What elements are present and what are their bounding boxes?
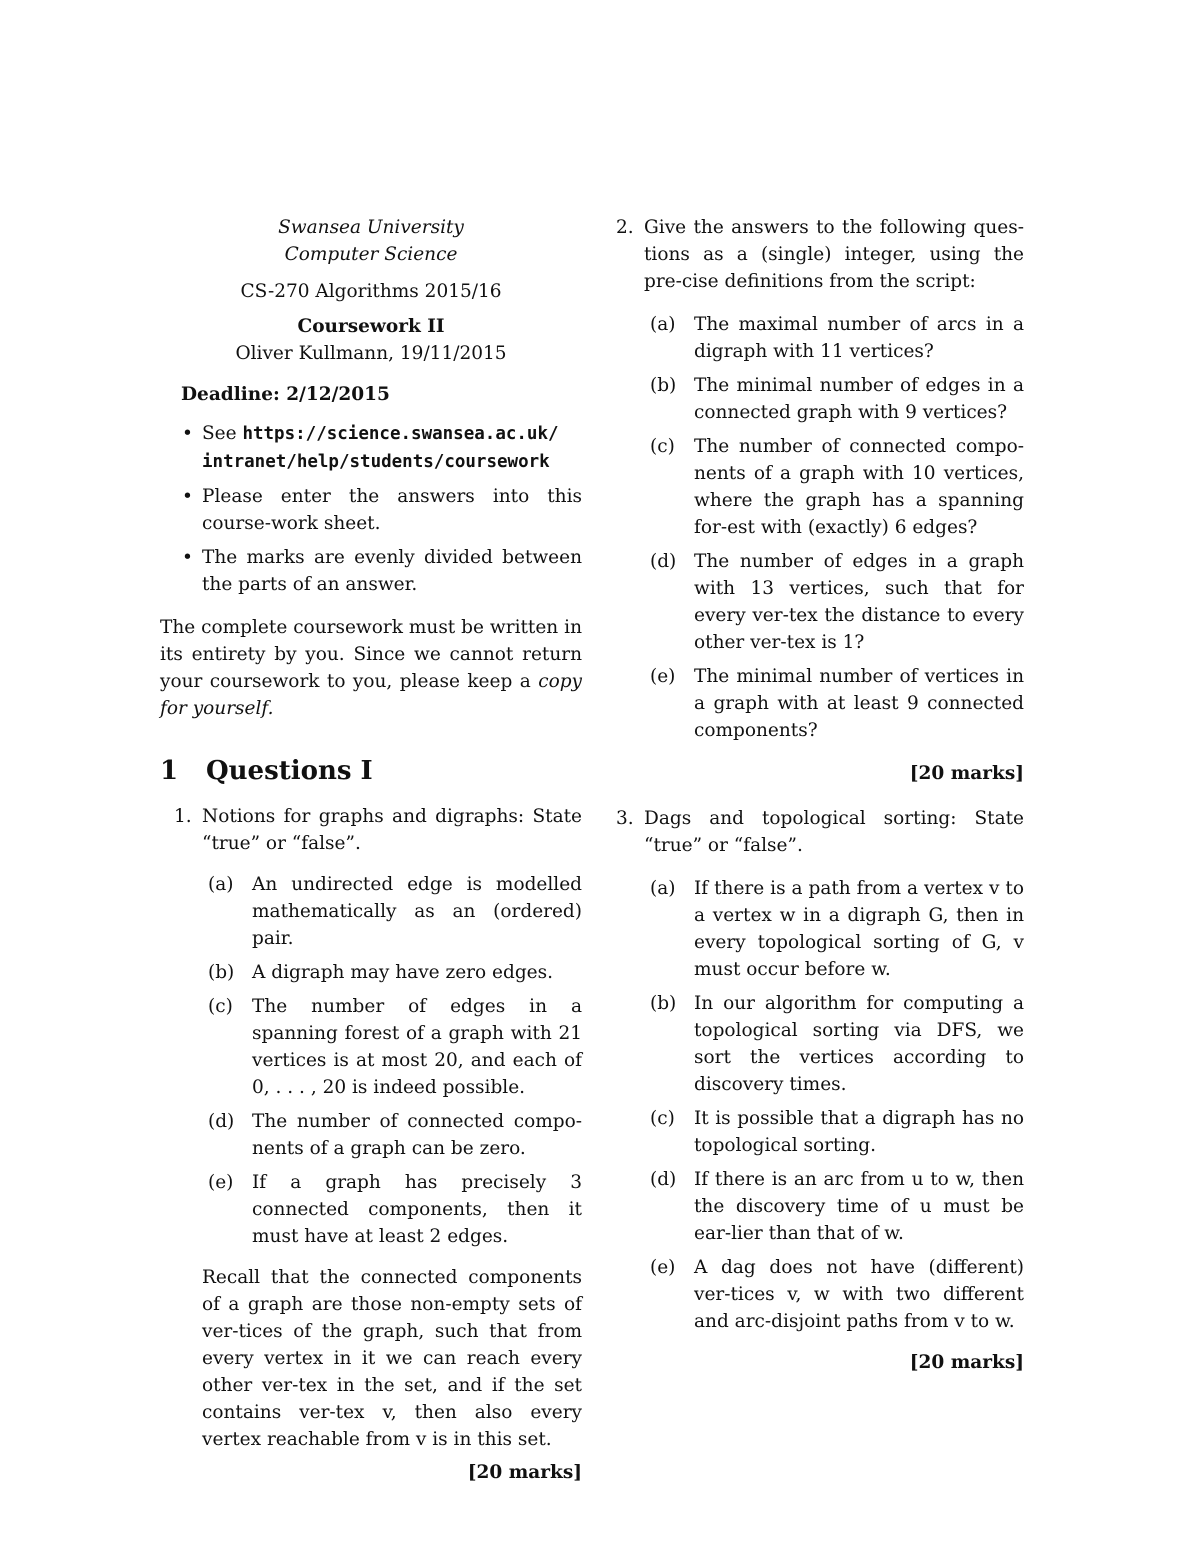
section-heading bbox=[160, 755, 582, 787]
url-line-2[interactable]: intranet/help/students/coursework bbox=[202, 452, 550, 472]
bullet-prefix: See bbox=[202, 423, 243, 444]
question-3 bbox=[616, 805, 1024, 1376]
bullet-icon: • bbox=[182, 547, 193, 568]
item-label: (a) bbox=[208, 874, 234, 895]
q1-item-a bbox=[208, 871, 582, 952]
q3-item-a bbox=[650, 875, 1024, 983]
bullet-marks-divided bbox=[160, 544, 582, 598]
url-line-1[interactable]: https://science.swansea.ac.uk/ bbox=[242, 424, 559, 444]
question-1 bbox=[160, 803, 582, 1486]
question-2-marks: [20 marks] bbox=[909, 763, 1024, 784]
q2-item-e bbox=[650, 663, 1024, 744]
q2-item-d bbox=[650, 548, 1024, 656]
intro-emphasis: copy for yourself. bbox=[160, 671, 582, 719]
q2-item-a bbox=[650, 311, 1024, 365]
department-name: Computer Science bbox=[284, 244, 458, 265]
item-text: The number of connected compo-nents of a graph with 10 vertices, where the graph has a spanning for-est with (exactly) 6 edges? bbox=[694, 436, 1024, 538]
coursework-title: Coursework II bbox=[297, 316, 445, 337]
q1-item-e bbox=[208, 1169, 582, 1250]
question-3-items bbox=[644, 875, 1024, 1335]
course-title: CS-270 Algorithms 2015/16 bbox=[240, 281, 502, 302]
left-column bbox=[160, 214, 582, 1486]
bullet-text: The marks are evenly divided between the parts of an answer. bbox=[202, 547, 582, 595]
item-label: (d) bbox=[650, 1169, 677, 1190]
item-label: (c) bbox=[208, 996, 233, 1017]
question-2 bbox=[616, 214, 1024, 787]
q3-item-b bbox=[650, 990, 1024, 1098]
item-text: If there is an arc from u to w, then the discovery time of u must be ear-lier than that of w. bbox=[694, 1169, 1024, 1244]
item-label: (a) bbox=[650, 878, 676, 899]
q2-item-c bbox=[650, 433, 1024, 541]
right-column bbox=[616, 214, 1024, 1376]
item-text: A dag does not have (different) ver-tices v, w with two different and arc-disjoint paths from v to w. bbox=[694, 1257, 1024, 1332]
q3-item-d bbox=[650, 1166, 1024, 1247]
item-text: The minimal number of vertices in a graph with at least 9 connected components? bbox=[694, 666, 1024, 741]
item-text: An undirected edge is modelled mathematically as an (ordered) pair. bbox=[252, 874, 582, 949]
item-label: (c) bbox=[650, 436, 675, 457]
q1-item-b bbox=[208, 959, 582, 986]
bullet-icon: • bbox=[182, 486, 193, 507]
section-title: Questions I bbox=[206, 756, 373, 786]
section-number: 1 bbox=[160, 756, 179, 786]
question-text: Dags and topological sorting: State “true” or “false”. bbox=[644, 808, 1024, 856]
item-label: (d) bbox=[650, 551, 677, 572]
question-number: 1. bbox=[174, 806, 192, 827]
item-label: (e) bbox=[208, 1172, 234, 1193]
q3-item-c bbox=[650, 1105, 1024, 1159]
item-text: The maximal number of arcs in a digraph with 11 vertices? bbox=[694, 314, 1024, 362]
bullet-enter-answers bbox=[160, 483, 582, 537]
bullet-text: Please enter the answers into this course-work sheet. bbox=[202, 486, 582, 534]
deadline: Deadline: 2/12/2015 bbox=[181, 384, 390, 405]
item-label: (a) bbox=[650, 314, 676, 335]
item-text: If there is a path from a vertex v to a vertex w in a digraph G, then in every topological sorting of G, v must occur before w. bbox=[694, 878, 1024, 980]
university-name: Swansea University bbox=[278, 217, 464, 238]
question-1-items bbox=[202, 871, 582, 1250]
q1-item-c bbox=[208, 993, 582, 1101]
intro-paragraph bbox=[160, 614, 582, 722]
item-text: The number of edges in a spanning forest of a graph with 21 vertices is at most 20, and each of 0, . . . , 20 is indeed possible. bbox=[252, 996, 582, 1098]
author-date: Oliver Kullmann, 19/11/2015 bbox=[235, 343, 507, 364]
question-text: Give the answers to the following ques-tions as a (single) integer, using the pre-cise definitions from the script: bbox=[644, 217, 1024, 292]
q3-item-e bbox=[650, 1254, 1024, 1335]
question-3-marks: [20 marks] bbox=[909, 1352, 1024, 1373]
item-label: (e) bbox=[650, 666, 676, 687]
recall-paragraph: Recall that the connected components of a graph are those non-empty sets of ver-tices of the graph, such that from every vertex in it we can reach every other ver-tex in the set, and if the set contains ver-tex v, then also every vertex reachable from v is in this set. bbox=[202, 1267, 582, 1450]
item-label: (b) bbox=[650, 993, 677, 1014]
item-text: The number of edges in a graph with 13 vertices, such that for every ver-tex the distance to every other ver-tex is 1? bbox=[694, 551, 1024, 653]
intro-text: The complete coursework must be written in its entirety by you. Since we cannot return your coursework to you, please keep a bbox=[160, 617, 582, 692]
item-label: (d) bbox=[208, 1111, 235, 1132]
question-1-marks: [20 marks] bbox=[467, 1462, 582, 1483]
bullet-see-url bbox=[160, 420, 582, 476]
item-text: The number of connected compo-nents of a graph can be zero. bbox=[252, 1111, 582, 1159]
question-2-items bbox=[644, 311, 1024, 744]
item-text: In our algorithm for computing a topological sorting via DFS, we sort the vertices according to discovery times. bbox=[694, 993, 1024, 1095]
question-text: Notions for graphs and digraphs: State “true” or “false”. bbox=[202, 806, 582, 854]
question-number: 2. bbox=[616, 217, 634, 238]
item-text: If a graph has precisely 3 connected components, then it must have at least 2 edges. bbox=[252, 1172, 582, 1247]
info-bullets bbox=[160, 420, 582, 598]
item-label: (c) bbox=[650, 1108, 675, 1129]
item-label: (b) bbox=[208, 962, 235, 983]
question-number: 3. bbox=[616, 808, 634, 829]
q1-item-d bbox=[208, 1108, 582, 1162]
item-text: A digraph may have zero edges. bbox=[252, 962, 553, 983]
bullet-icon: • bbox=[182, 423, 193, 444]
item-label: (b) bbox=[650, 375, 677, 396]
item-text: The minimal number of edges in a connected graph with 9 vertices? bbox=[694, 375, 1024, 423]
item-text: It is possible that a digraph has no topological sorting. bbox=[694, 1108, 1024, 1156]
item-label: (e) bbox=[650, 1257, 676, 1278]
q2-item-b bbox=[650, 372, 1024, 426]
